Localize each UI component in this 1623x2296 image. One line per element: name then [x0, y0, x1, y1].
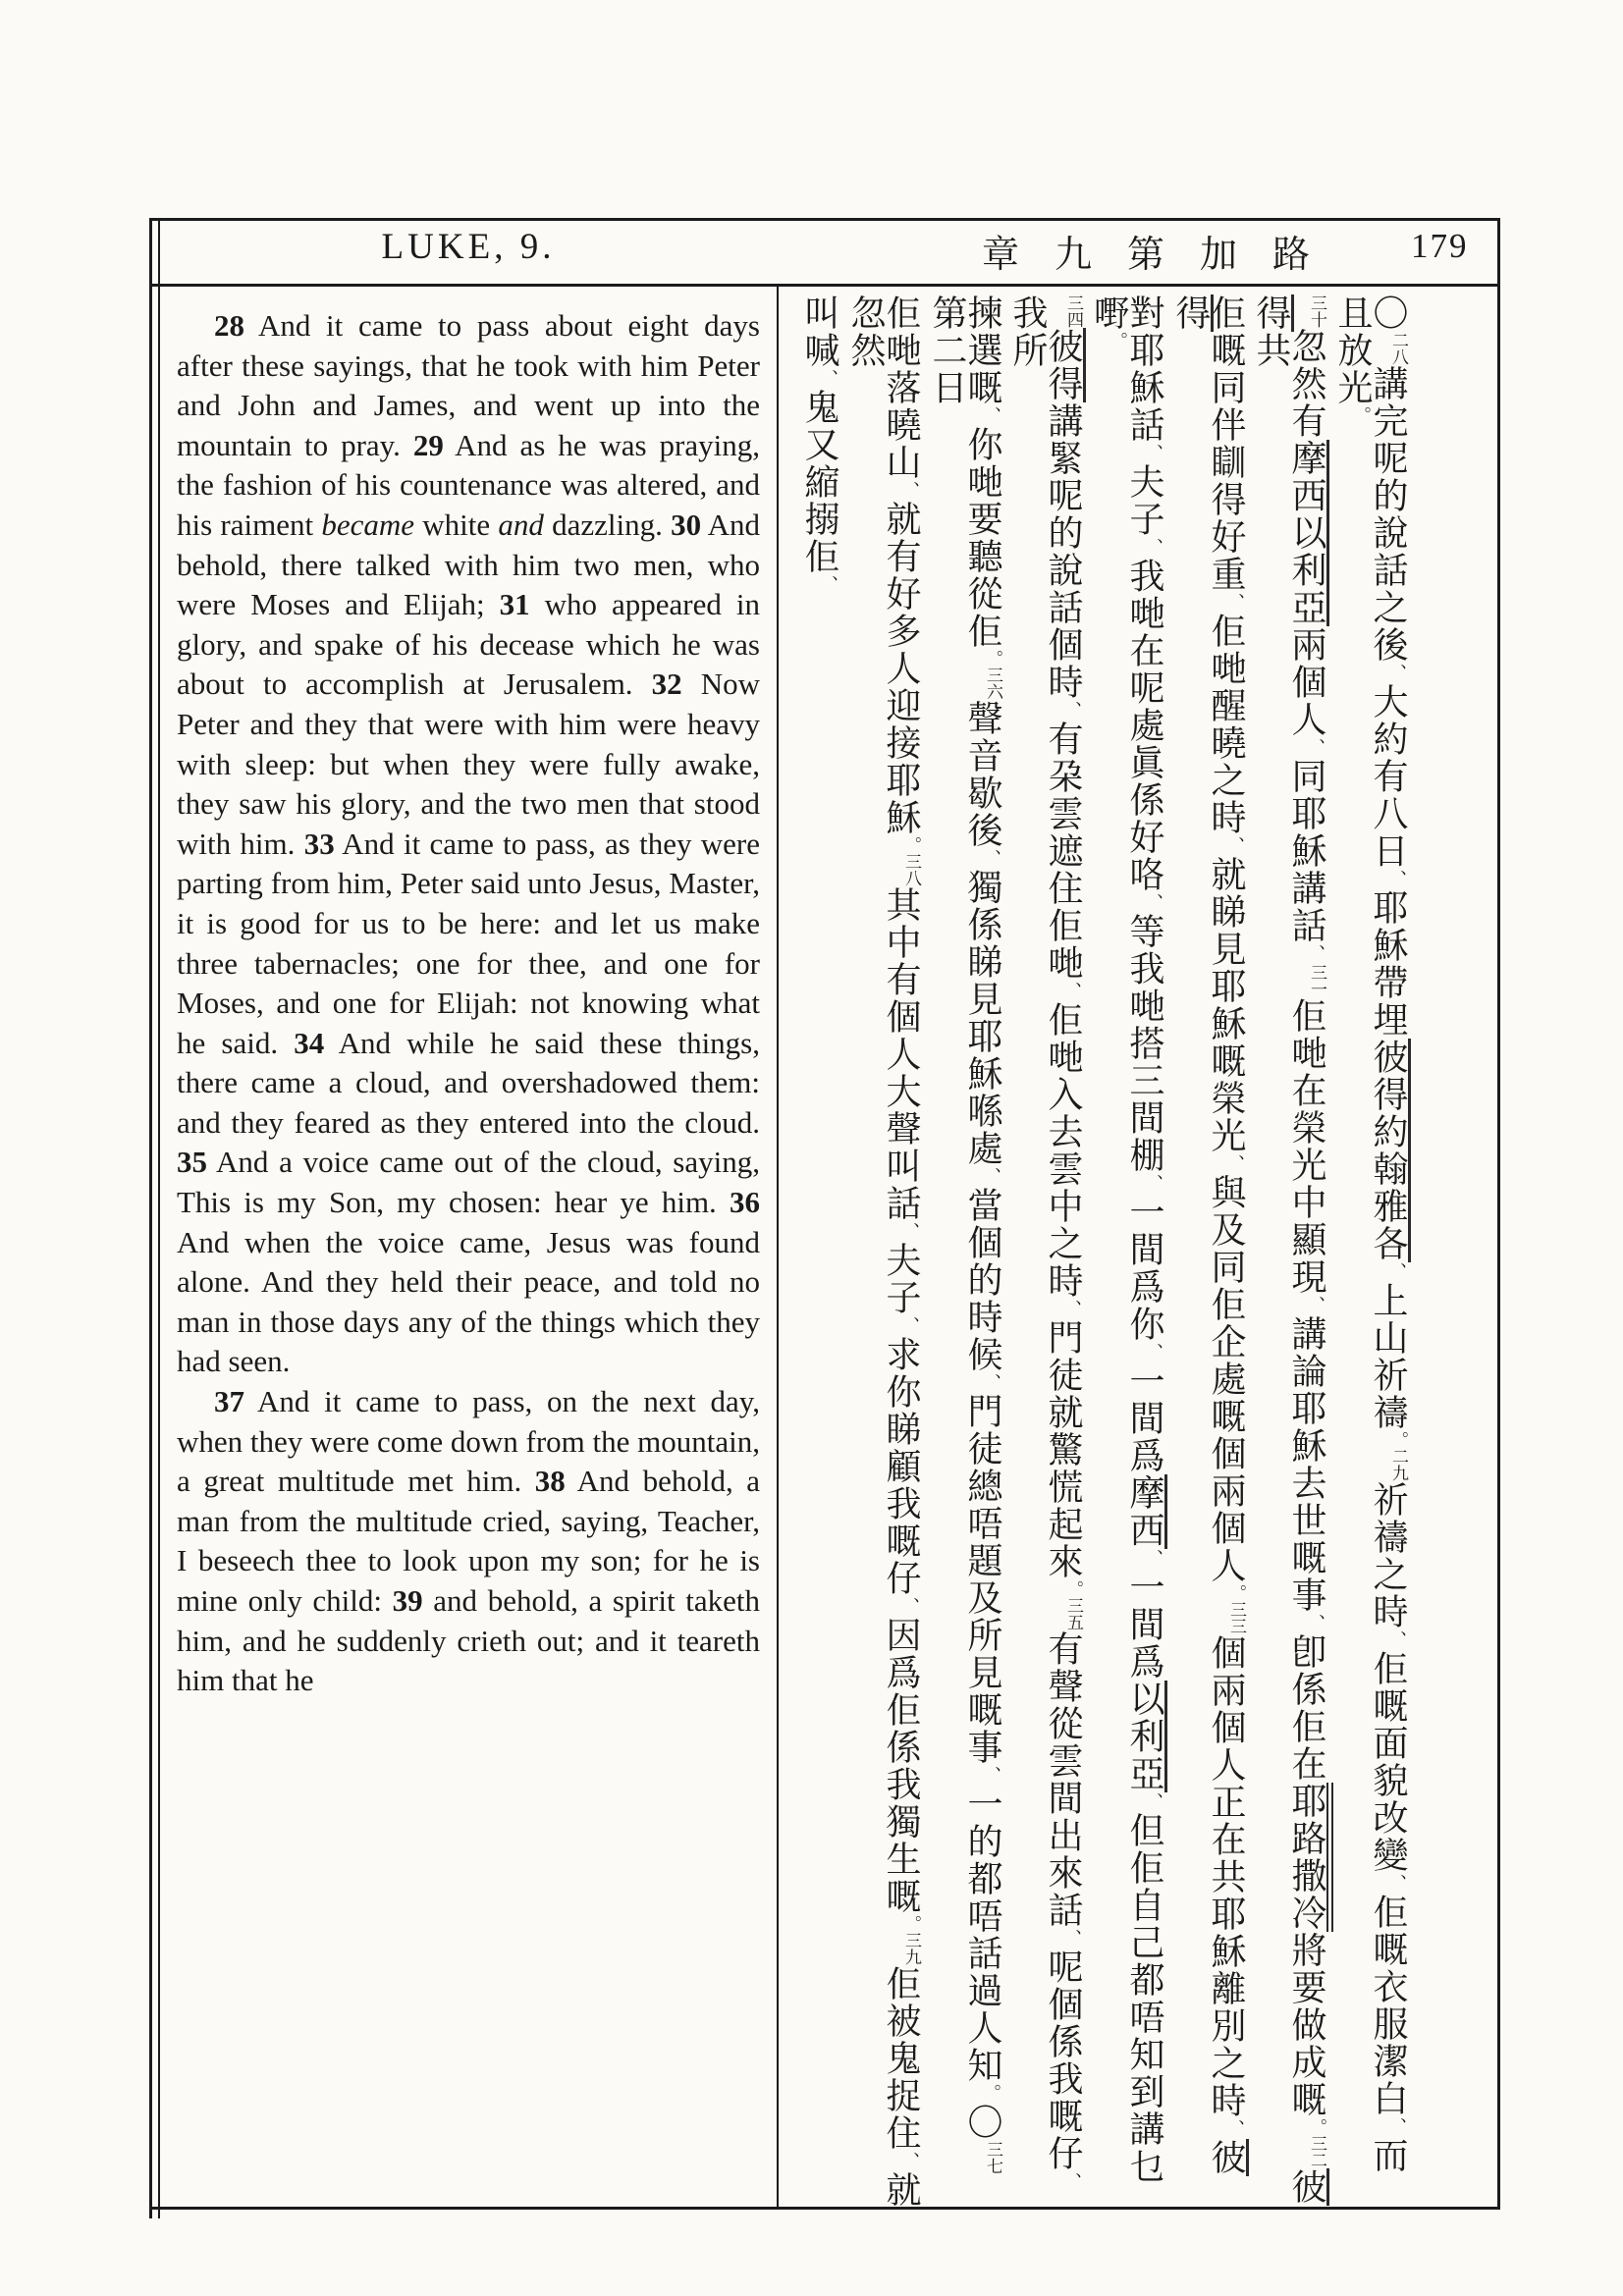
english-paragraph: 28 And it came to pass about eight days after these sayings, that he took with him Peter and John and James, and went up into the mountain to pray. 29 And as he was praying, the fashion of his countenance was altered, and his raiment became white and dazzling. 30 And behold, there talked with him two men, who were Moses and Elijah; 31 who appeared in glory, and spake of his decease which he was about to accomplish at Jerusalem. 32 Now Peter and they that were with him were heavy with sleep: but when they were fully awake, they saw his glory, and the two men that stood with him. 33 And it came to pass, as they were parting from him, Peter said unto Jesus, Master, it is good for us to be here: and let us make three tabernacles; one for thee, and one for Moses, and one for Elijah: not knowing what he said. 34 And while he said these things, there came a cloud, and overshadowed them: and they feared as they entered into the cloud. 35 And a voice came out of the cloud, saying, This is my Son, my chosen: hear ye him. 36 And when the voice came, Jesus was found alone. And they held their peace, and told no man in those days any of the things which they had seen.	[177, 308, 761, 1379]
punctuation: 、	[899, 1222, 920, 1242]
punctuation: 、	[1305, 1296, 1325, 1315]
verse-number: 30	[671, 507, 702, 542]
punctuation: 、	[1305, 738, 1325, 758]
person-name: 彼得	[1170, 294, 1249, 2176]
verse-number: 38	[534, 1464, 566, 1499]
page-number: 179	[1411, 227, 1469, 265]
punctuation: 、	[1143, 538, 1163, 558]
verse-number: 29	[412, 427, 444, 462]
punctuation: 、	[899, 481, 920, 501]
verse-number: 三七	[983, 2141, 1002, 2174]
punctuation: 、	[1224, 1154, 1245, 1174]
punctuation: 、	[1305, 1614, 1325, 1633]
right-border-rule	[1497, 218, 1500, 2210]
punctuation: 、	[1386, 870, 1407, 889]
punctuation: 。	[1351, 406, 1372, 426]
person-name: 約翰	[1368, 1113, 1411, 1188]
verse-number: 三十	[1307, 294, 1326, 328]
chinese-column-3: 佢嘅同伴瞓得好重、佢哋醒曉之時、就睇見耶穌嘅榮光、與及同佢企處嘅個兩個人。三三個兩個人正在共耶穌離別之時、彼得	[1180, 294, 1243, 2211]
verse-number: 31	[499, 587, 530, 622]
punctuation: 。	[981, 2084, 1001, 2104]
person-name: 雅各	[1368, 1188, 1411, 1262]
top-rule	[149, 218, 1500, 221]
punctuation: 、	[1143, 1549, 1163, 1569]
person-name: 彼得	[1368, 1039, 1411, 1113]
verse-number: 。三二	[1307, 2118, 1326, 2168]
punctuation: 、	[1143, 444, 1163, 463]
verse-number: 。二九	[1388, 1431, 1408, 1481]
punctuation: 、	[1224, 593, 1245, 613]
punctuation: 、	[1061, 2172, 1082, 2192]
verse-number: 三一	[1307, 964, 1326, 997]
left-outer-rule	[149, 218, 152, 2218]
punctuation: 、	[1061, 701, 1082, 721]
punctuation: 、	[1386, 1262, 1407, 1282]
punctuation: 、	[1143, 893, 1163, 913]
verse-number: 。三五	[1063, 1580, 1083, 1630]
punctuation: 、	[1305, 944, 1325, 964]
person-name: 彼得	[1251, 294, 1329, 2206]
punctuation: 、	[1386, 2117, 1407, 2137]
punctuation: 、	[1386, 664, 1407, 683]
verse-number: 39	[392, 1583, 423, 1618]
person-name: 以利亞	[1286, 514, 1329, 626]
left-inner-rule	[158, 218, 160, 2218]
verse-number: 三四	[1063, 294, 1083, 328]
person-name: 以利亞	[1124, 1681, 1167, 1792]
punctuation: 、	[1061, 1300, 1082, 1319]
verse-number: 。三九	[901, 1915, 921, 1965]
verse-number: 34	[294, 1025, 325, 1060]
chinese-column-8: 叫喊、鬼又縮搦佢、	[799, 294, 839, 595]
punctuation: 、	[818, 369, 839, 389]
punctuation: 、	[1061, 1929, 1082, 1949]
chinese-column-6: 揀選嘅、你哋要聽從佢。三六聲音歇後、獨係睇見耶穌喺處、當個的時候、門徒總唔題及所見嘅事、一的都唔話過人知。〇三七第二日	[927, 294, 1002, 2174]
chinese-column-2: 三十忽然有摩西以利亞兩個人、同耶穌講話、三一佢哋在榮光中顯現、講論耶穌去世嘅事、卽係佢在耶路撒冷將要做成嘅。三二彼得共	[1261, 294, 1324, 2211]
chinese-column-4: 對耶穌話、夫子、我哋在呢處眞係好咯、等我哋搭三間棚、一間爲你、一間爲摩西、一間爲以利亞、但佢自己都唔知到講乜嘢。	[1099, 294, 1162, 2211]
verse-number: 35	[177, 1145, 207, 1180]
punctuation: 、	[1143, 1792, 1163, 1812]
header-bottom-rule	[149, 284, 1500, 287]
punctuation: 、	[1224, 2119, 1245, 2139]
english-paragraph: 37 And it came to pass, on the next day, when they were come down from the mountain, a great multitude met him. 38 And behold, a man from the multitude cried, saying, Teacher, I beseech thee to look upon my son; for he is mine only child: 39 and behold, a spirit taketh him, and he suddenly crieth out; and it teareth him that he	[177, 1384, 761, 1698]
punctuation: 、	[818, 575, 839, 595]
place-name: 耶路撒冷	[1286, 1783, 1333, 1932]
english-text-column	[177, 306, 760, 1701]
verse-number: 28	[214, 308, 244, 343]
person-name: 摩西	[1124, 1474, 1167, 1549]
chinese-column-1: 〇二八講完呢的說話之後、大約有八日、耶穌帶埋彼得約翰雅各、上山祈禱。二九祈禱之時、佢嘅面貌改變、佢嘅衣服潔白、而且放光。	[1342, 294, 1405, 2211]
verse-number: 。三三	[1226, 1584, 1246, 1634]
punctuation: 、	[1386, 1630, 1407, 1650]
punctuation: 、	[981, 1373, 1001, 1393]
verse-number: 。三八	[901, 836, 921, 886]
punctuation: 、	[981, 406, 1001, 426]
verse-number: 33	[303, 826, 335, 861]
punctuation: 、	[1224, 836, 1245, 856]
person-name: 彼得	[1043, 328, 1086, 402]
punctuation: 、	[1143, 1174, 1163, 1194]
verse-number: 二八	[1388, 332, 1408, 365]
chinese-column-5: 三四彼得講緊呢的說話個時、有朶雲遮住佢哋、佢哋入去雲中之時、門徒就驚慌起來。三五有聲從雲間出來話、呢個係我嘅仔、我所	[1017, 294, 1080, 2211]
verse-number: 。三六	[983, 650, 1002, 700]
punctuation: 、	[899, 2152, 920, 2171]
person-name: 摩西	[1286, 440, 1329, 514]
punctuation: 、	[899, 1316, 920, 1336]
punctuation: 。	[1108, 332, 1128, 351]
punctuation: 、	[1386, 1874, 1407, 1894]
punctuation: 、	[981, 849, 1001, 869]
punctuation: 、	[1061, 982, 1082, 1001]
running-head-chinese: 章九第加路	[982, 233, 1346, 276]
verse-number: 32	[651, 667, 682, 702]
verse-number: 36	[730, 1185, 760, 1220]
punctuation: 、	[981, 1766, 1001, 1786]
punctuation: 、	[1143, 1343, 1163, 1362]
verse-number: 37	[214, 1384, 244, 1419]
punctuation: 、	[981, 1167, 1001, 1187]
running-head-english: LUKE, 9.	[381, 227, 556, 267]
chinese-column-7: 佢哋落曉山、就有好多人迎接耶穌。三八其中有個人大聲叫話、夫子、求你睇顧我嘅仔、因爲佢係我獨生嘅。三九佢被鬼捉住、就忽然	[845, 294, 921, 2209]
punctuation: 、	[899, 1597, 920, 1617]
